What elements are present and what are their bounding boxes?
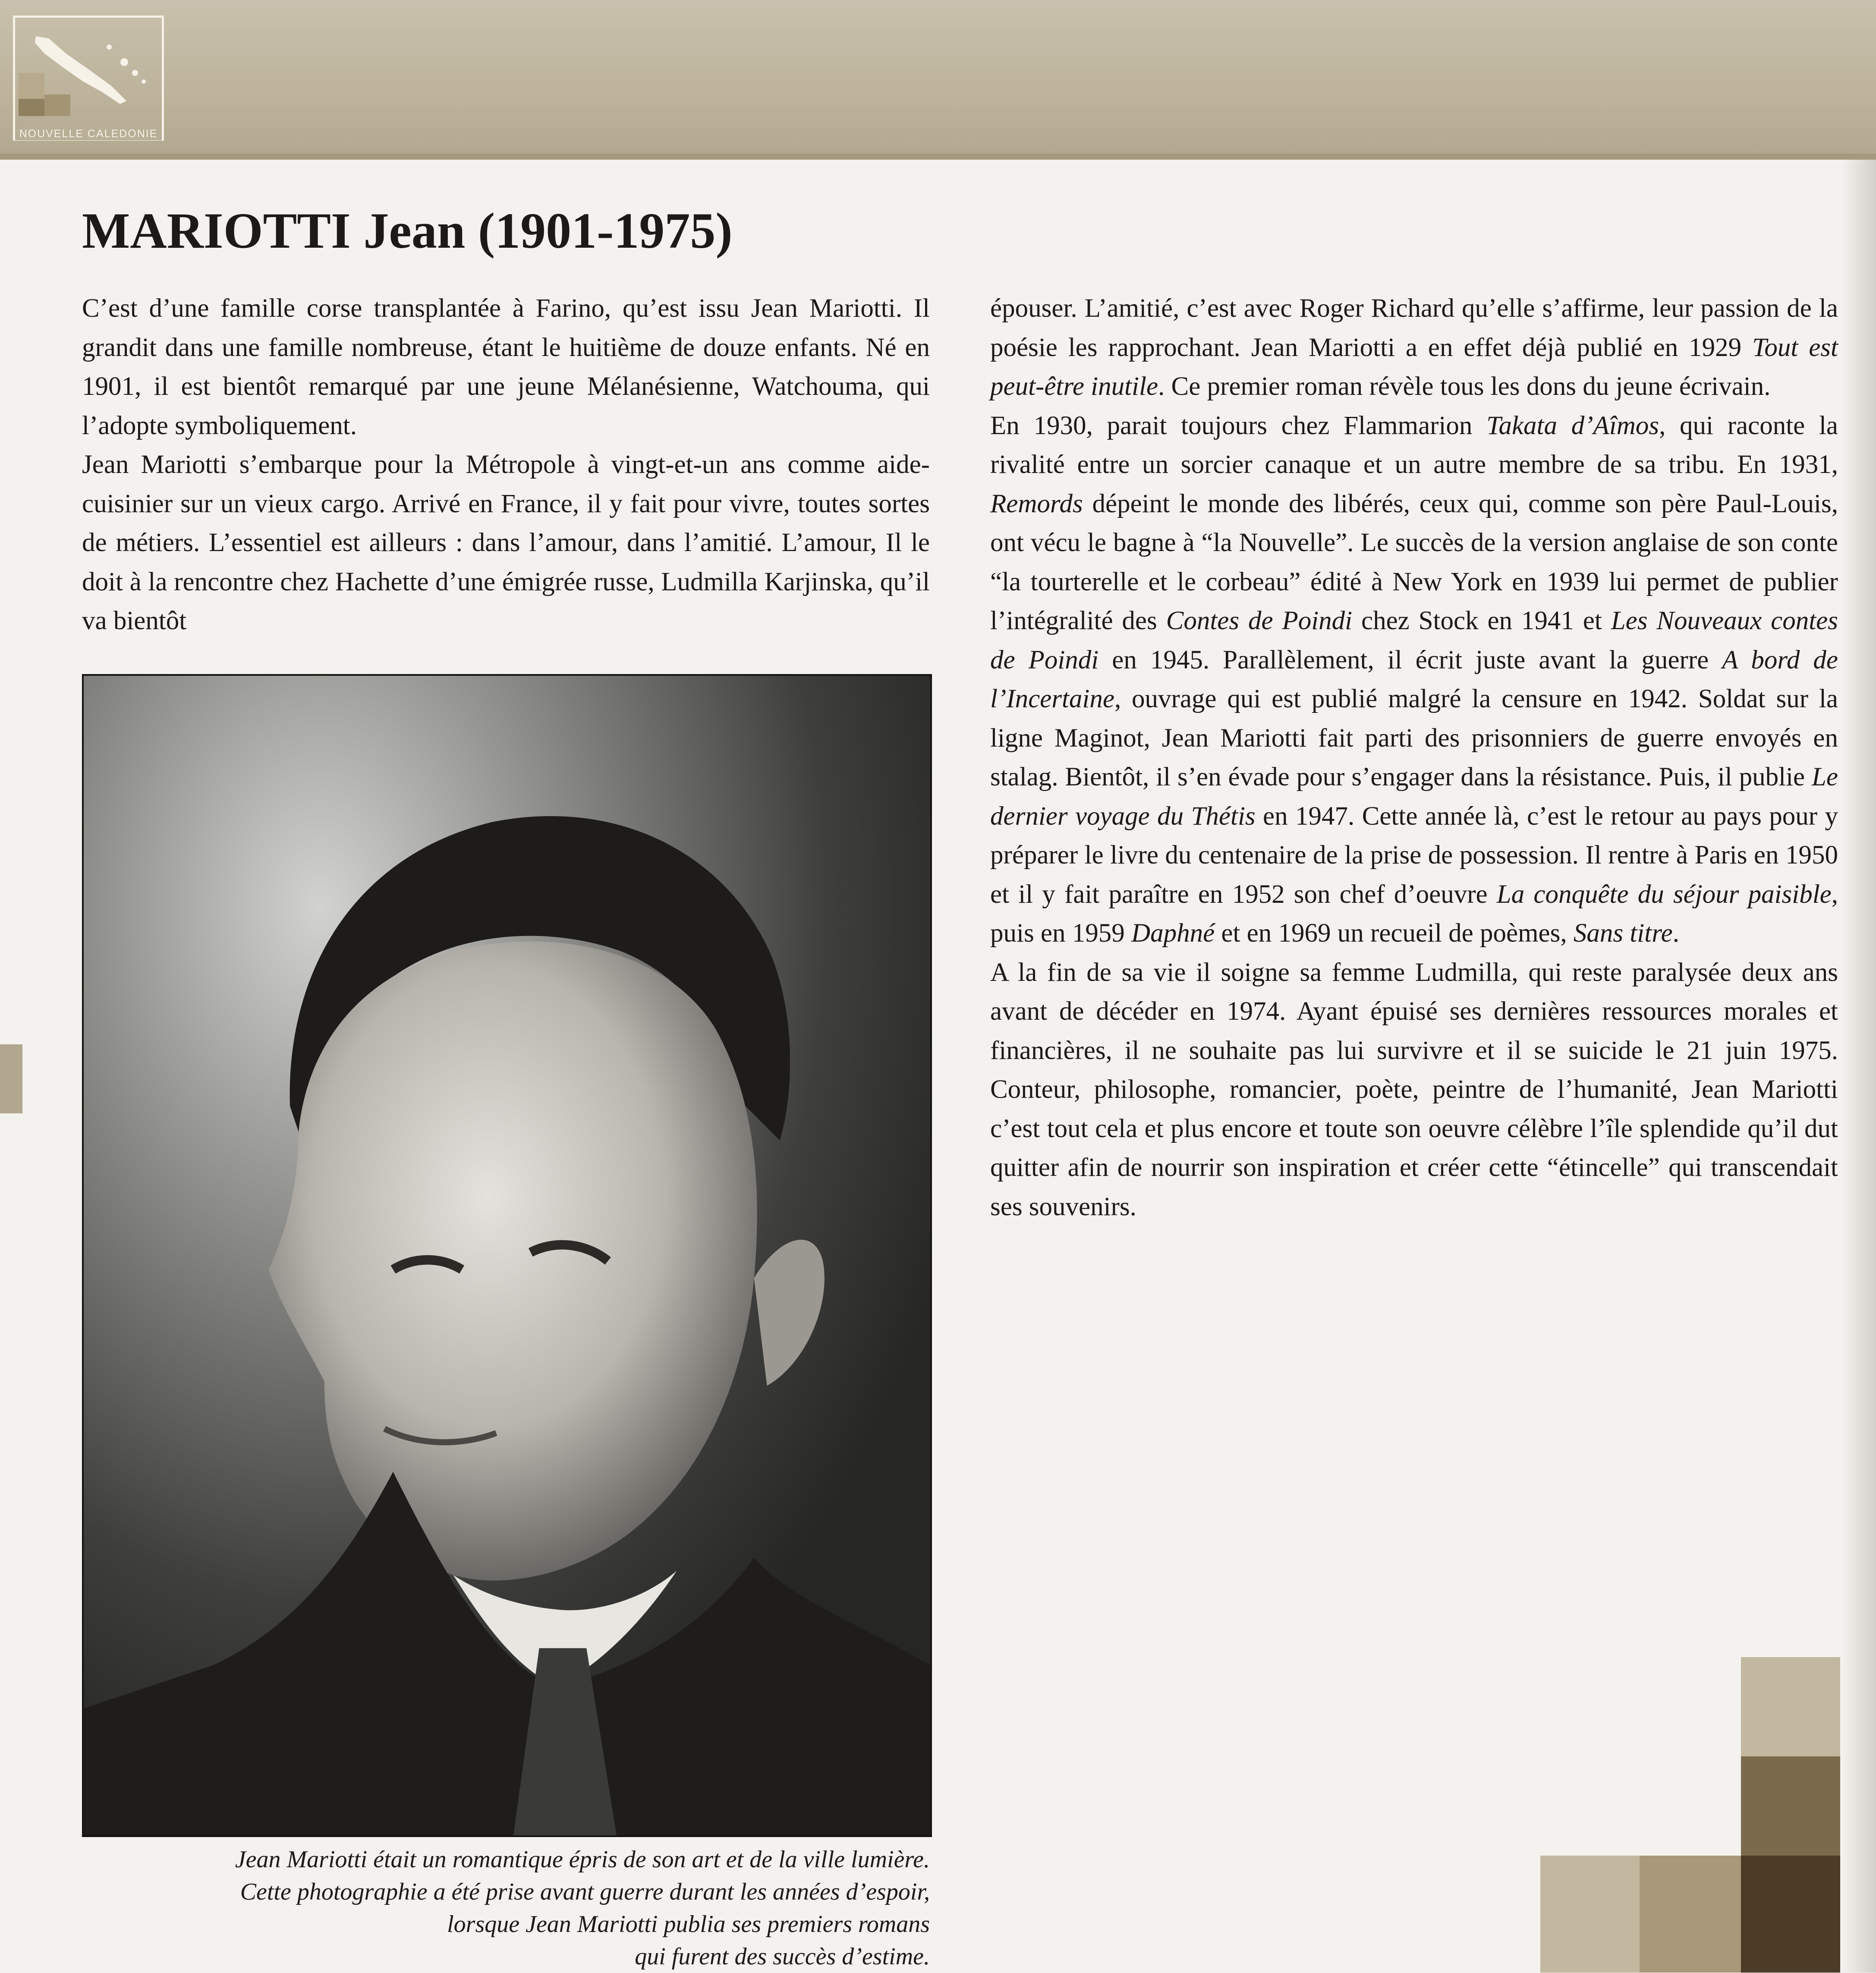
right-column-text	[990, 289, 1838, 1226]
book-title: A bord de l’Incertaine	[990, 645, 1838, 713]
book-title: Remords	[990, 489, 1083, 518]
decor-square	[1640, 1856, 1741, 1973]
caption-line: qui furent des succès d’estime.	[635, 1943, 930, 1970]
book-title: La conquête du séjour paisible	[1496, 879, 1832, 909]
caption-line: Cette photographie a été prise avant guerre durant les années d’espoir,	[240, 1878, 930, 1905]
decor-square	[1540, 1856, 1640, 1973]
page-edge-tab	[0, 1044, 22, 1113]
decor-square	[1741, 1856, 1840, 1973]
book-title: Takata d’Aîmos	[1486, 411, 1659, 440]
paragraph: C’est d’une famille corse transplantée à Farino, qu’est issu Jean Mariotti. Il grandit dans une famille nombreuse, étant le huitième de douze enfants. Né en 1901, il est bientôt remarqué par une jeune Mélanésienne, Watchouma, qui l’adopte symboliquement.	[82, 294, 930, 440]
photo-caption	[82, 1844, 930, 1973]
paragraph: A la fin de sa vie il soigne sa femme Ludmilla, qui reste paralysée deux ans avant de décéder en 1974. Ayant épuisé ses dernières ressources morales et financières, il ne souhaite pas lui survivre et il se suicide le 21 juin 1975. Conteur, philosophe, romancier, poète, peintre de l’humanité, Jean Mariotti c’est tout cela et plus encore et toute son oeuvre célèbre l’île splendide qu’il dut quitter afin de nourrir son inspiration et créer cette “étincelle” qui transcendait ses souvenirs.	[990, 958, 1838, 1221]
decor-square	[1741, 1657, 1840, 1756]
left-column-text	[82, 289, 930, 641]
book-title: Sans titre	[1573, 919, 1673, 948]
paragraph: Jean Mariotti s’embarque pour la Métropole à vingt-et-un ans comme aide-cuisinier sur un vieux cargo. Arrivé en France, il y fait pour vivre, toutes sortes de métiers. L’essentiel est ailleurs : dans l’amour, dans l’amitié. L’amour, Il le doit à la rencontre chez Hachette d’une émigrée russe, Ludmilla Karjinska, qu’il va bientôt	[82, 450, 930, 635]
logo-label: NOUVELLE CALEDONIE	[15, 128, 162, 140]
decor-square	[1741, 1756, 1840, 1856]
book-title: Tout est peut-être inutile	[990, 333, 1838, 401]
article-title: MARIOTTI Jean (1901-1975)	[82, 202, 733, 259]
caption-line: lorsque Jean Mariotti publia ses premiers romans	[447, 1911, 930, 1938]
caption-line: Jean Mariotti était un romantique épris de son art et de la ville lumière.	[235, 1846, 930, 1873]
book-title: Les Nouveaux contes de Poindi	[990, 606, 1838, 674]
new-caledonia-map-icon	[19, 21, 159, 118]
portrait-photo	[82, 674, 932, 1837]
book-title: Daphné	[1131, 919, 1215, 948]
paragraph: épouser. L’amitié, c’est avec Roger Richard qu’elle s’affirme, leur passion de la poésie les rapprochant. Jean Mariotti a en effet déjà publié en 1929 Tout est peut-être inutile. Ce premier roman révèle tous les dons du jeune écrivain.	[990, 294, 1838, 401]
book-title: Le dernier voyage du Thétis	[990, 763, 1838, 831]
book-title: Contes de Poindi	[1166, 606, 1353, 635]
paragraph: En 1930, parait toujours chez Flammarion Takata d’Aîmos, qui raconte la rivalité entre un sorcier canaque et un autre membre de sa tribu. En 1931, Remords dépeint le monde des libérés, ceux qui, comme son père Paul-Louis, ont vécu le bagne à “la Nouvelle”. Le succès de la version anglaise de son conte “la tourterelle et le corbeau” édité à New York en 1939 lui permet de publier l’intégralité des Contes de Poindi chez Stock en 1941 et Les Nouveaux contes de Poindi en 1945. Parallèlement, il écrit juste avant la guerre A bord de l’Incertaine, ouvrage qui est publié malgré la censure en 1942. Soldat sur la ligne Maginot, Jean Mariotti fait parti des prisonniers de guerre envoyés en stalag. Bientôt, il s’en évade pour s’engager dans la résistance. Puis, il publie Le dernier voyage du Thétis en 1947. Cette année là, c’est le retour au pays pour y préparer le livre du centenaire de la prise de possession. Il rentre à Paris en 1950 et il y fait paraître en 1952 son chef d’oeuvre La conquête du séjour paisible, puis en 1959 Daphné et en 1969 un recueil de poèmes, Sans titre.	[990, 411, 1838, 948]
page-gutter-shadow	[1841, 160, 1876, 1973]
logo	[13, 16, 164, 141]
header-band	[0, 0, 1876, 160]
